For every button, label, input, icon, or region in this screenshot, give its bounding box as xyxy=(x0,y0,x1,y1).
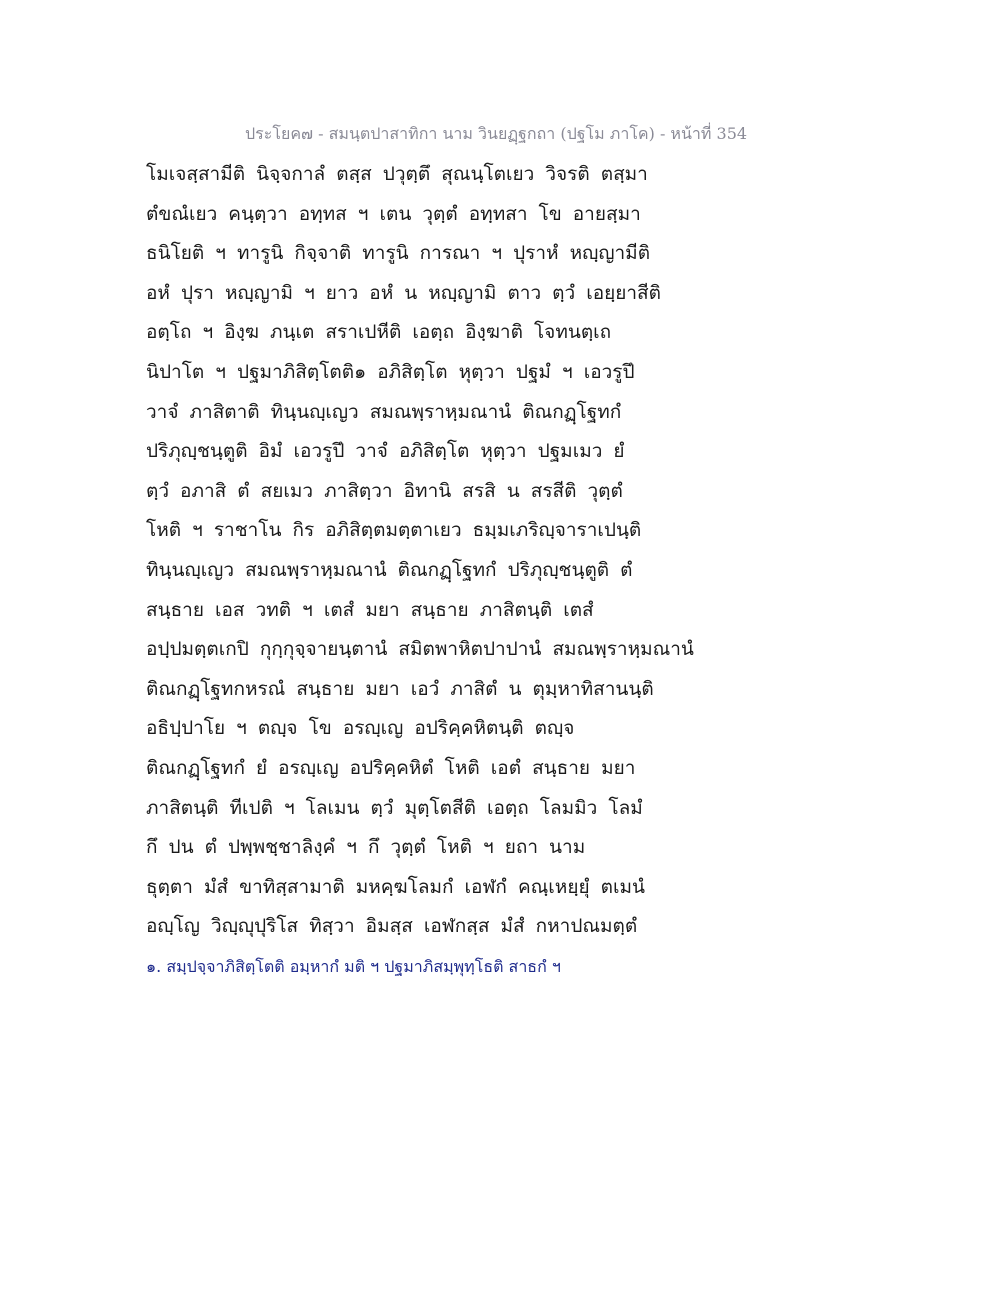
text-line: อปฺปมตฺตเกปิ กุกฺกุจฺจายนฺตานํ สมิตพาหิตปาปานํ สมณพฺราหฺมณานํ xyxy=(146,638,694,661)
text-line: ธุตฺตา มํสํ ขาทิสฺสามาติ มหคฺฆโลมกํ เอฬกํ คณฺเหยฺยุํ ตเมนํ xyxy=(146,875,645,898)
footnote: ๑. สมฺปจฺจาภิสิตฺโตติ อมฺหากํ มติ ฯ ปฐมาภิสมฺพุทฺโธติ สาธกํ ฯ xyxy=(146,957,561,976)
text-line: โหติ ฯ ราชาโน กิร อภิสิตฺตมตฺตาเยว ธมฺมเภริญฺจาราเปนฺติ xyxy=(146,519,642,542)
text-line: ติณกฏฺโฐทกหรณํ สนฺธาย มยา เอวํ ภาสิตํ น ตุมฺหาทิสานนฺติ xyxy=(146,677,654,700)
text-line: อตฺโถ ฯ อิงฺฆ ภนฺเต สราเปหีติ เอตฺถ อิงฺฆาติ โจทนตฺเถ xyxy=(146,321,612,344)
text-line: นิปาโต ฯ ปฐมาภิสิตฺโตติ๑ อภิสิตฺโต หุตฺวา ปฐมํ ฯ เอวรูปึ xyxy=(146,360,635,383)
text-line: ตฺวํ อภาสิ ตํ สยเมว ภาสิตฺวา อิทานิ สรสิ น สรสีติ วุตฺตํ xyxy=(146,479,623,502)
text-line: ติณกฏฺโฐทกํ ยํ อรญฺเญ อปริคฺคหิตํ โหติ เอตํ สนฺธาย มยา xyxy=(146,756,636,779)
text-line: ปริภุญฺชนฺตูติ อิมํ เอวรูปึ วาจํ อภิสิตฺโต หุตฺวา ปฐมเมว ยํ xyxy=(146,440,625,463)
body-text xyxy=(146,159,846,951)
text-line: วาจํ ภาสิตาติ ทินฺนญฺเญว สมณพฺราหฺมณานํ ติณกฏฺโฐทกํ xyxy=(146,400,622,423)
text-line: อญฺโญ วิญฺญุปุริโส ทิสฺวา อิมสฺส เอฬกสฺส มํสํ กหาปณมตฺตํ xyxy=(146,915,638,938)
text-line: ภาสิตนฺติ ทีเปติ ฯ โลเมน ตฺวํ มุตฺโตสีติ เอตฺถ โลมมิว โลมํ xyxy=(146,796,643,819)
text-line: อหํ ปุรา หญฺญามิ ฯ ยาว อหํ น หญฺญามิ ตาว ตฺวํ เอยฺยาสีติ xyxy=(146,281,661,304)
running-header: ประโยค๗ - สมนฺตปาสาทิกา นาม วินยฏฺฐกถา (ปฐโม ภาโค) - หน้าที่ 354 xyxy=(245,124,748,143)
text-line: ทินฺนญฺเญว สมณพฺราหฺมณานํ ติณกฏฺโฐทกํ ปริภุญฺชนฺตูติ ตํ xyxy=(146,558,633,581)
text-line: กึ ปน ตํ ปพฺพชฺชาลิงฺคํ ฯ กึ วุตฺตํ โหติ ฯ ยถา นาม xyxy=(146,836,586,859)
text-line: ตํขณํเยว คนฺตฺวา อทฺทส ฯ เตน วุตฺตํ อทฺทสา โข อายสฺมา xyxy=(146,202,641,225)
text-line: อธิปฺปาโย ฯ ตญฺจ โข อรญฺเญ อปริคฺคหิตนฺติ ตญฺจ xyxy=(146,717,575,740)
text-line: โมเจสฺสามีติ นิจฺจกาลํ ตสฺส ปวุตฺตึ สุณนฺโตเยว วิจรติ ตสฺมา xyxy=(146,163,648,185)
text-line: สนฺธาย เอส วทติ ฯ เตสํ มยา สนฺธาย ภาสิตนฺติ เตสํ xyxy=(146,598,594,621)
text-line: ธนิโยติ ฯ ทารูนิ กิจฺจาติ ทารูนิ การณา ฯ ปุราหํ หญฺญามีติ xyxy=(146,242,651,265)
